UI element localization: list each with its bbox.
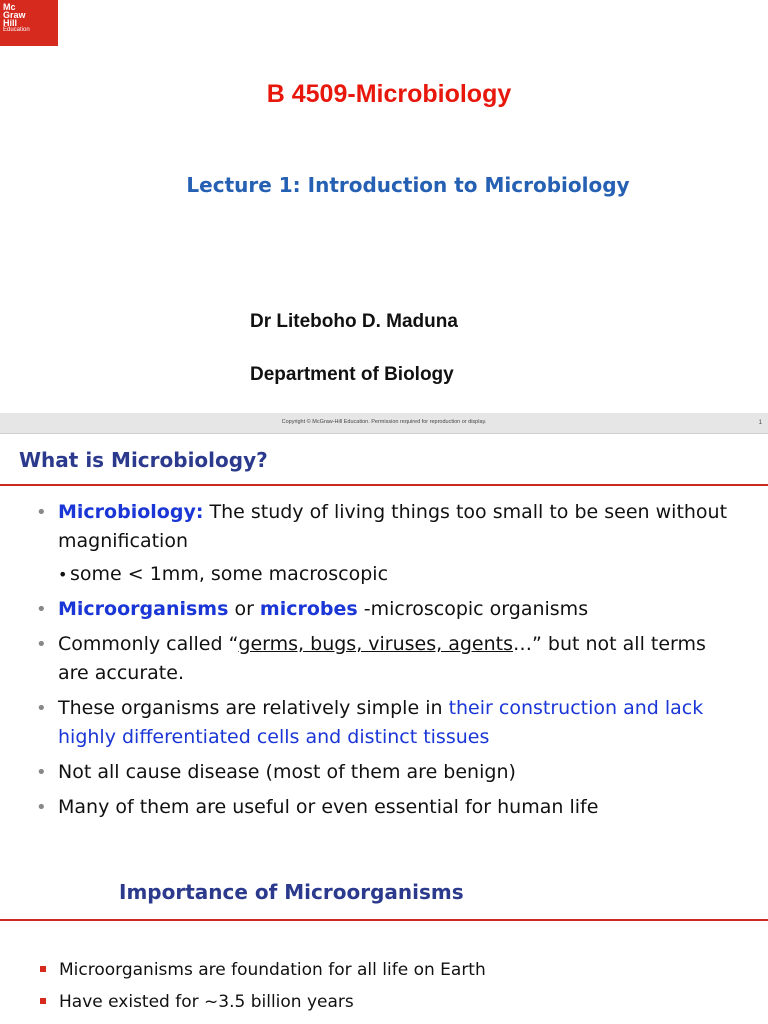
highlighted-text: their construction and lack highly differentiated cells and distinct tissues <box>58 697 704 748</box>
bullet-icon: • <box>36 698 47 719</box>
bullet-icon: • <box>36 797 47 818</box>
copyright-bar <box>0 413 768 434</box>
item-text: These organisms are relatively simple in <box>58 697 449 719</box>
item-text: …” but not all terms are accurate. <box>58 633 706 684</box>
title-divider <box>0 484 768 486</box>
bullet-icon: • <box>36 502 47 523</box>
author-name: Dr Liteboho D. Maduna <box>250 311 458 332</box>
item-text: Commonly called “ <box>58 633 239 655</box>
square-bullet-icon <box>40 966 46 972</box>
bullet-icon: • <box>36 599 47 620</box>
item-text: Many of them are useful or even essential for human life <box>58 796 599 818</box>
bullet-list <box>36 498 736 828</box>
item-text: Microorganisms are foundation for all life on Earth <box>59 960 486 980</box>
sub-item-text: some < 1mm, some macroscopic <box>70 563 389 585</box>
item-text: Not all cause disease (most of them are benign) <box>58 761 516 783</box>
lecture-title: Lecture 1: Introduction to Microbiology <box>186 173 630 197</box>
sub-list-item <box>36 560 736 589</box>
logo-text-hill: Hill <box>3 18 18 28</box>
logo-text-education: Education <box>3 27 30 33</box>
logo-text-graw: Graw <box>3 10 26 20</box>
definition-text: The study of living things too small to be seen without magnification <box>58 501 728 552</box>
title-slide <box>0 0 768 413</box>
term-microbes: microbes <box>259 598 358 620</box>
item-text: Have existed for ~3.5 billion years <box>59 992 354 1012</box>
bullet-icon: • <box>58 565 68 584</box>
section-divider <box>0 919 768 921</box>
list-item <box>36 793 736 822</box>
item-text: -microscopic organisms <box>357 598 589 620</box>
list-item <box>36 498 736 556</box>
term-microbiology: Microbiology: <box>58 501 204 523</box>
department-name: Department of Biology <box>250 364 454 385</box>
copyright-notice: Copyright © McGraw-Hill Education. Permission required for reproduction or display. <box>281 419 487 425</box>
bullet-icon: • <box>36 762 47 783</box>
list-item <box>40 956 740 984</box>
list-item <box>40 988 740 1016</box>
list-item <box>36 630 736 688</box>
list-item <box>36 758 736 787</box>
slide-title: What is Microbiology? <box>19 448 268 472</box>
term-microorganisms: Microorganisms <box>58 598 229 620</box>
importance-list <box>40 956 740 1020</box>
content-slide <box>0 434 768 1024</box>
page-number: 1 <box>758 420 762 426</box>
square-bullet-icon <box>40 998 46 1004</box>
section-title: Importance of Microorganisms <box>119 880 464 904</box>
underlined-terms: germs, bugs, viruses, agents <box>238 633 514 655</box>
conjunction-text: or <box>228 598 260 620</box>
logo-text-mc: Mc <box>3 2 16 12</box>
bullet-icon: • <box>36 634 47 655</box>
list-item <box>36 595 736 624</box>
list-item <box>36 694 736 752</box>
mcgraw-hill-logo <box>0 0 58 46</box>
course-title: B 4509-Microbiology <box>266 80 512 108</box>
